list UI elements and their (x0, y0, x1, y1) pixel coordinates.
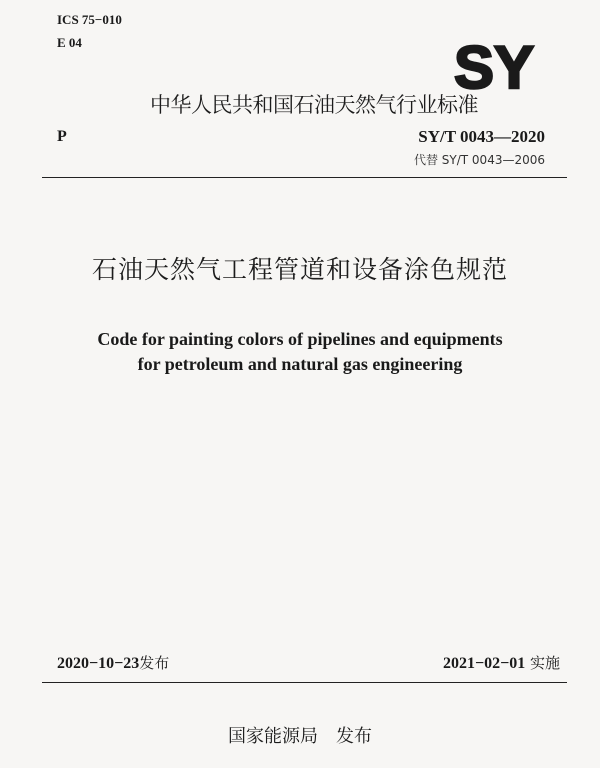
sy-logo-text: SY (453, 38, 535, 94)
english-title (0, 327, 600, 377)
standard-type-title: 中华人民共和国石油天然气行业标准 (150, 93, 478, 117)
publisher (0, 725, 600, 749)
implementation-date (360, 653, 560, 674)
issue-date (57, 653, 169, 674)
publisher-action: 发布 (336, 726, 372, 747)
publisher-name: 国家能源局 (228, 726, 318, 747)
bottom-divider (42, 682, 567, 683)
issue-date-value: 2020−10−23 (57, 655, 140, 672)
classification-code: P (57, 128, 67, 145)
implementation-date-value: 2021−02−01 (442, 655, 526, 672)
issue-date-label: 发布 (139, 654, 170, 672)
english-title-line-1: Code for painting colors of pipelines and equipments (97, 329, 503, 349)
implementation-date-label: 实施 (529, 654, 560, 672)
chinese-title: 石油天然气工程管道和设备涂色规范 (91, 255, 508, 284)
standard-number: SY/T 0043—2020 (418, 127, 545, 146)
e-code: E 04 (57, 35, 82, 50)
ics-code: ICS 75−010 (57, 12, 122, 27)
english-title-line-2: for petroleum and natural gas engineering (137, 354, 463, 374)
top-divider (42, 177, 567, 178)
sy-logo (440, 38, 548, 94)
replaces-standard: 代替 SY/T 0043—2006 (413, 153, 545, 167)
